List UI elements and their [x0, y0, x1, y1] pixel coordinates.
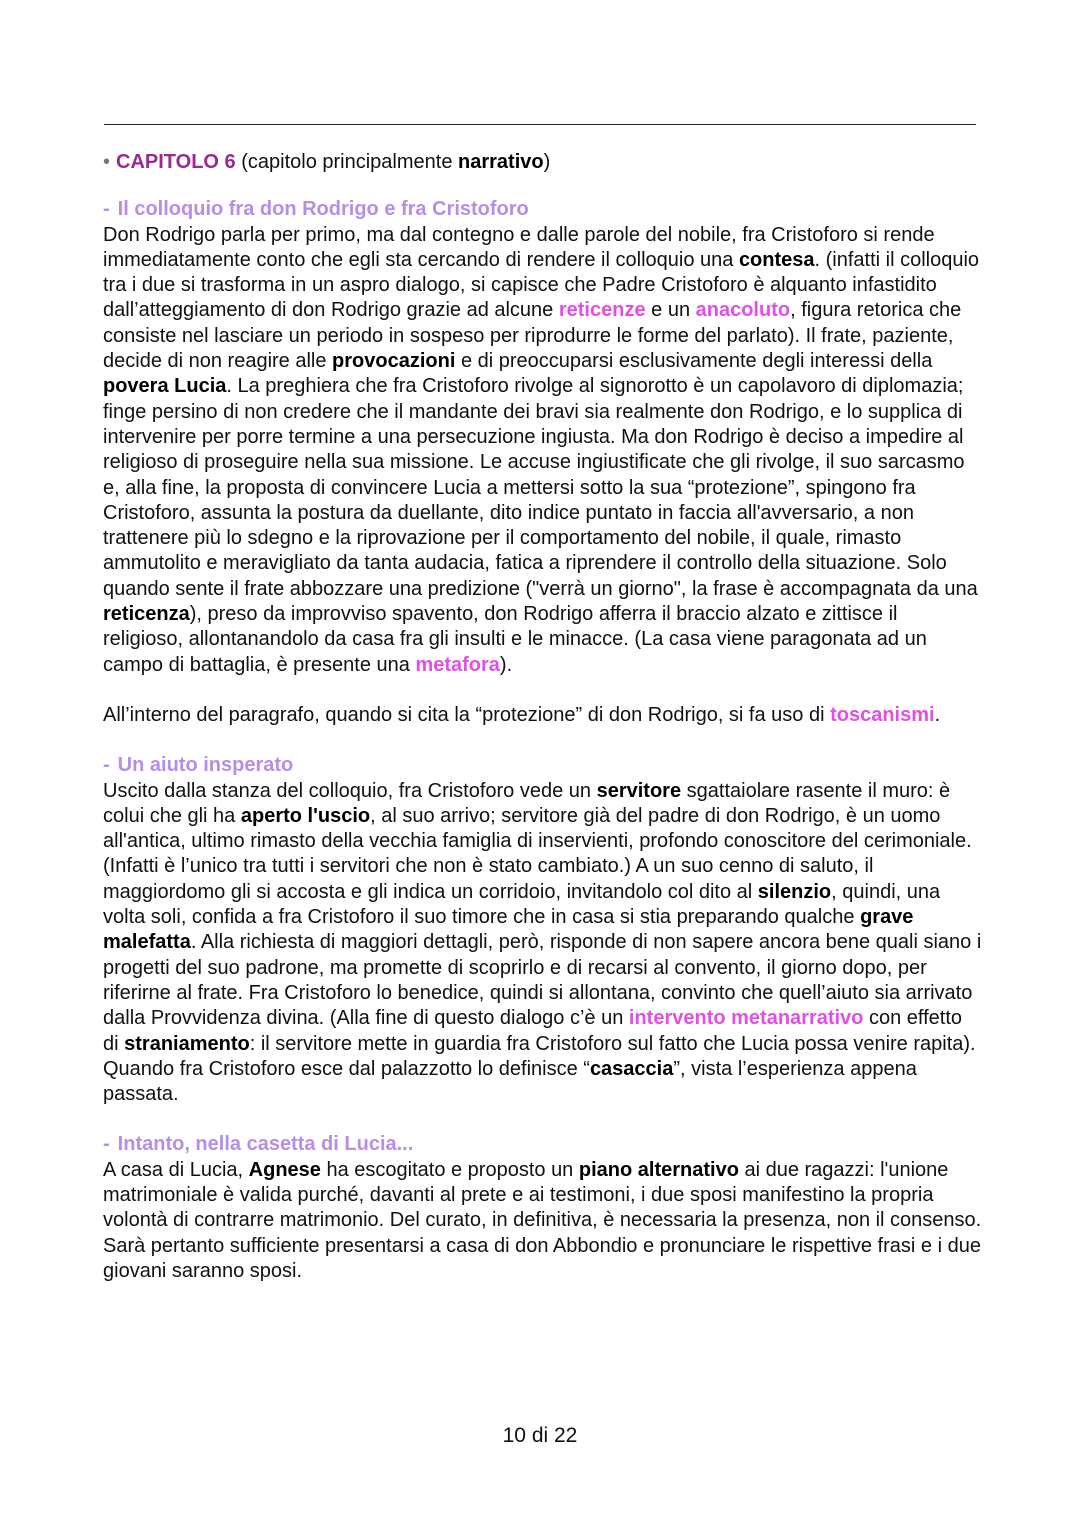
section-title-text: Il colloquio fra don Rodrigo e fra Cristoforo [117, 198, 529, 221]
bold-term: piano alternativo [578, 1158, 739, 1181]
text-run: . (infatti il colloquio tra i due si trasforma in un aspro dialogo, si capisce che Padre Cristoforo è alquanto infastidito dall’atteggiamento di don Rodrigo grazie ad alcune [103, 248, 980, 322]
text-run: e di preoccuparsi esclusivamente degli interessi della [455, 350, 933, 373]
text-run: , figura retorica che consiste nel lasciare un periodo in sospeso per riprodurre le forme del parlato). Il frate, paziente, decide di non reagire alle [103, 299, 962, 373]
text-run: Uscito dalla stanza del colloquio, fra Cristoforo vede un [103, 779, 597, 802]
highlight-term: metafora [415, 653, 500, 676]
bold-term: provocazioni [332, 350, 456, 373]
paragraph-aiuto [103, 779, 983, 1108]
bold-term: contesa [738, 248, 815, 271]
text-run: ), preso da improvviso spavento, don Rodrigo afferra il braccio alzato e zittisce il religioso, allontanandolo da casa fra gli insulti e le minacce. (La casa viene paragonata ad un campo di battaglia, è presente una [103, 603, 927, 676]
text-run: e un [645, 299, 696, 322]
dash: - [103, 1133, 110, 1156]
text-run: , quindi, una volta soli, confida a fra Cristoforo il suo timore che in casa si stia preparando qualche [103, 880, 941, 929]
highlight-term: anacoluto [695, 299, 791, 322]
bullet: • [103, 151, 111, 173]
section-title-text: Intanto, nella casetta di Lucia... [117, 1133, 414, 1156]
chapter-desc-before: (capitolo principalmente [235, 151, 459, 173]
dash: - [103, 198, 110, 221]
bold-term: servitore [596, 779, 682, 802]
text-run: : il servitore mette in guardia fra Cristoforo sul fatto che Lucia possa venire rapita). Quando fra Cristoforo esce dal palazzotto lo definisce “ [103, 1032, 976, 1080]
section-title-text: Un aiuto insperato [117, 754, 294, 777]
dash: - [103, 754, 110, 777]
chapter-heading [103, 150, 983, 175]
top-rule [104, 124, 976, 125]
text-run: Don Rodrigo parla per primo, ma dal contegno e dalle parole del nobile, fra Cristoforo si rende immediatamente conto che egli sta cercando di rendere il colloquio una [103, 223, 935, 271]
text-run: ha escogitato e proposto un [320, 1158, 579, 1181]
bold-term: aperto l'uscio [240, 804, 371, 827]
chapter-desc-bold: narrativo [458, 151, 544, 173]
chapter-title: CAPITOLO 6 [116, 151, 236, 173]
section-title-aiuto [103, 753, 983, 778]
text-run: sgattaiolare rasente il muro: è colui che gli ha [103, 779, 951, 827]
text-run: . Alla richiesta di maggiori dettagli, però, risponde di non sapere ancora bene quali siano i progetti del suo padrone, ma promette di scoprirlo e di recarsi al convento, il giorno dopo, per riferirne al frate. Fra Cristoforo lo benedice, quindi si allontana, convinto che quell’aiuto sia arrivato dalla Provvidenza divina. (Alla fine di questo dialogo c’è un [103, 931, 982, 1030]
section-title-casetta [103, 1132, 983, 1157]
bold-term: grave malefatta [103, 906, 914, 954]
document-body [103, 150, 983, 1284]
bold-term: casaccia [589, 1057, 674, 1080]
highlight-term: intervento metanarrativo [628, 1007, 864, 1030]
section-title-colloquio [103, 197, 983, 222]
text-run: A casa di Lucia, [103, 1158, 249, 1181]
page-number: 10 di 22 [502, 1424, 578, 1447]
bold-term: povera Lucia [103, 375, 227, 398]
text-run: con effetto di [103, 1007, 962, 1055]
text-run: ai due ragazzi: l'unione matrimoniale è valida purché, davanti al prete e ai testimoni, i due sposi manifestino la propria volontà di contrarre matrimonio. Del curato, in definitiva, è necessaria la presenza, non il consenso. Sarà pertanto sufficiente presentarsi a casa di don Abbondio e pronunciare le rispettive frasi e i due giovani saranno sposi. [103, 1158, 982, 1282]
text-run: . [934, 703, 941, 726]
bold-term: reticenza [103, 603, 190, 626]
bold-term: straniamento [124, 1032, 250, 1055]
highlight-term: reticenze [558, 299, 646, 322]
text-run: ”, vista l’esperienza appena passata. [103, 1057, 917, 1106]
text-run: ). [499, 653, 513, 676]
bold-term: silenzio [757, 880, 832, 903]
text-run: . La preghiera che fra Cristoforo rivolge al signorotto è un capolavoro di diplomazia; finge persino di non credere che il mandante dei bravi sia realmente don Rodrigo, e lo supplica di intervenire per porre termine a una persecuzione ingiusta. Ma don Rodrigo è deciso a impedire al religioso di proseguire nella sua missione. Le accuse ingiustificate che gli rivolge, il suo sarcasmo e, alla fine, la proposta di convincere Lucia a mettersi sotto la sua “protezione”, spingono fra Cristoforo, assunta la postura da duellante, dito indice puntato in faccia all'avversario, a non trattenere più lo sdegno e la riprovazione per il comportamento del nobile, il quale, rimasto ammutolito e meravigliato da tanta audacia, fatica a riprendere il controllo della situazione. Solo quando sente il frate abbozzare una predizione ("verrà un giorno", la frase è accompagnata da una [103, 375, 978, 600]
text-run: All’interno del paragrafo, quando si cita la “protezione” di don Rodrigo, si fa uso di [103, 703, 831, 726]
highlight-term: toscanismi [830, 703, 935, 726]
text-run: , al suo arrivo; servitore già del padre di don Rodrigo, è un uomo all'antica, ultimo rimasto della vecchia famiglia di inservienti, profondo conoscitore del cerimoniale. (Infatti è l’unico tra tutti i servitori che non è stato cambiato.) A un suo cenno di saluto, il maggiordomo gli si accosta e gli indica un corridoio, invitandolo col dito al [103, 804, 972, 903]
paragraph-colloquio [103, 223, 983, 678]
bold-term: Agnese [248, 1158, 321, 1181]
chapter-desc-after: ) [543, 151, 551, 173]
paragraph-toscanismi [103, 703, 983, 728]
paragraph-casetta [103, 1158, 983, 1284]
